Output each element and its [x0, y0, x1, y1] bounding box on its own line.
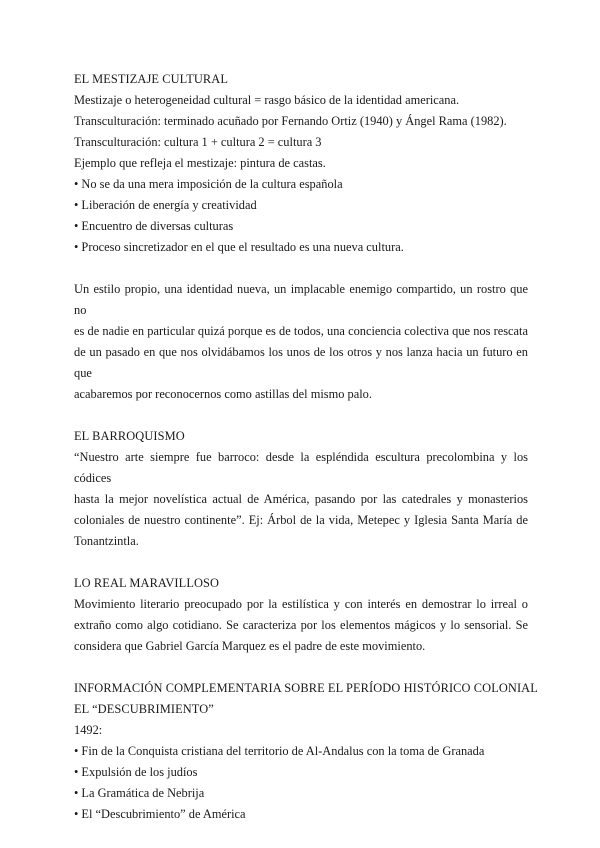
bullet-item: • Proceso sincretizador en el que el resultado es una nueva cultura. [74, 240, 404, 254]
barroquismo-paragraph [74, 447, 528, 552]
spacer [74, 405, 528, 426]
text-line: extraño como algo cotidiano. Se caracteriza por los elementos mágicos y lo sensorial. Se [74, 618, 528, 632]
section-mestizaje [74, 69, 528, 258]
section-barroquismo [74, 426, 528, 552]
text-line: Un estilo propio, una identidad nueva, un implacable enemigo compartido, un rostro que no [74, 282, 528, 317]
text-line: Transculturación: cultura 1 + cultura 2 = cultura 3 [74, 135, 322, 149]
section-heading: EL BARROQUISMO [74, 429, 185, 443]
bullet-item: • El “Descubrimiento” de América [74, 807, 246, 821]
text-line: coloniales de nuestro continente”. Ej: Árbol de la vida, Metepec y Iglesia Santa María de [74, 513, 528, 527]
section-heading: LO REAL MARAVILLOSO [74, 576, 220, 590]
bullet-item: • Encuentro de diversas culturas [74, 219, 234, 233]
text-line: hasta la mejor novelística actual de América, pasando por las catedrales y monasterios [74, 492, 528, 506]
text-line: acabaremos por reconocernos como astillas del mismo palo. [74, 387, 372, 401]
spacer [74, 258, 528, 279]
text-line: es de nadie en particular quizá porque es de todos, una conciencia colectiva que nos rescata [74, 324, 528, 338]
bullet-item: • La Gramática de Nebrija [74, 786, 205, 800]
text-line: Tonantzintla. [74, 534, 139, 548]
real-maravilloso-paragraph [74, 594, 528, 657]
bullet-item: • No se da una mera imposición de la cultura española [74, 177, 343, 191]
spacer [74, 552, 528, 573]
text-line: Mestizaje o heterogeneidad cultural = rasgo básico de la identidad americana. [74, 93, 460, 107]
section-informacion [74, 678, 538, 825]
section-heading: INFORMACIÓN COMPLEMENTARIA SOBRE EL PERÍODO HISTÓRICO COLONIAL [74, 681, 538, 695]
text-line: considera que Gabriel García Marquez es el padre de este movimiento. [74, 639, 426, 653]
year-label: 1492: [74, 723, 103, 737]
section-subheading: EL “DESCUBRIMIENTO” [74, 702, 214, 716]
quote-paragraph [74, 279, 528, 405]
text-line: Ejemplo que refleja el mestizaje: pintura de castas. [74, 156, 326, 170]
section-heading: EL MESTIZAJE CULTURAL [74, 72, 228, 86]
text-line: de un pasado en que nos olvidábamos los unos de los otros y nos lanza hacia un futuro en que [74, 345, 528, 380]
spacer [74, 657, 528, 678]
section-real-maravilloso [74, 573, 528, 657]
text-line: Transculturación: terminado acuñado por Fernando Ortiz (1940) y Ángel Rama (1982). [74, 114, 507, 128]
bullet-item: • Fin de la Conquista cristiana del territorio de Al-Andalus con la toma de Granada [74, 744, 485, 758]
bullet-item: • Expulsión de los judíos [74, 765, 198, 779]
bullet-item: • Liberación de energía y creatividad [74, 198, 257, 212]
text-line: Movimiento literario preocupado por la estilística y con interés en demostrar lo irreal o [74, 597, 528, 611]
text-line: “Nuestro arte siempre fue barroco: desde la espléndida escultura precolombina y los códices [74, 450, 528, 485]
